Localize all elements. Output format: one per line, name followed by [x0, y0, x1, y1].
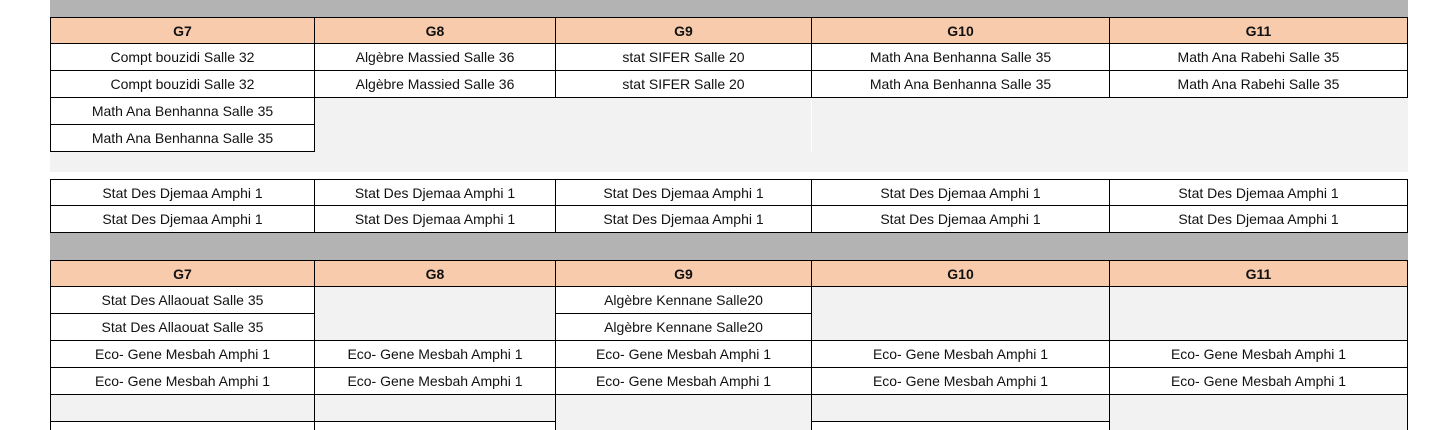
table-cell: Compt bouzidi Salle 32	[50, 71, 315, 98]
table-cell	[812, 422, 1110, 430]
table-cell: Math Ana Rabehi Salle 35	[1110, 71, 1408, 98]
table-cell: stat SIFER Salle 20	[556, 44, 812, 71]
top-separator-band	[50, 0, 1408, 17]
header-g9: G9	[556, 17, 812, 44]
table-cell: Stat Des Djemaa Amphi 1	[556, 179, 812, 206]
empty-slot	[50, 395, 315, 422]
table-cell: Eco- Gene Mesbah Amphi 1	[1110, 368, 1408, 395]
empty-slot	[1110, 287, 1408, 341]
table-cell: Eco- Gene Mesbah Amphi 1	[812, 341, 1110, 368]
table-cell: Eco- Gene Mesbah Amphi 1	[812, 368, 1110, 395]
table-cell: Eco- Gene Mesbah Amphi 1	[556, 368, 812, 395]
table-cell: Stat Des Djemaa Amphi 1	[812, 206, 1110, 233]
empty-slot	[50, 152, 812, 172]
empty-slot	[812, 395, 1110, 422]
empty-slot	[315, 395, 556, 422]
header-g8: G8	[315, 260, 556, 287]
table-cell: Stat Des Djemaa Amphi 1	[1110, 206, 1408, 233]
table-cell: Eco- Gene Mesbah Amphi 1	[50, 341, 315, 368]
table-cell: Stat Des Djemaa Amphi 1	[812, 179, 1110, 206]
header-g11: G11	[1110, 17, 1408, 44]
table-cell: Math Ana Rabehi Salle 35	[1110, 44, 1408, 71]
table-cell: Stat Des Allaouat Salle 35	[50, 287, 315, 314]
table-cell: Stat Des Djemaa Amphi 1	[1110, 179, 1408, 206]
table-cell: Stat Des Djemaa Amphi 1	[315, 206, 556, 233]
table-cell: Algèbre Massied Salle 36	[315, 44, 556, 71]
table-cell	[50, 422, 315, 430]
table-cell: Stat Des Djemaa Amphi 1	[556, 206, 812, 233]
table-cell: Compt bouzidi Salle 32	[50, 44, 315, 71]
header-g9: G9	[556, 260, 812, 287]
header-g10: G10	[812, 17, 1110, 44]
header-g10: G10	[812, 260, 1110, 287]
table-cell: Eco- Gene Mesbah Amphi 1	[315, 368, 556, 395]
header-g11: G11	[1110, 260, 1408, 287]
header-g8: G8	[315, 17, 556, 44]
table-cell: Stat Des Djemaa Amphi 1	[315, 179, 556, 206]
header-g7: G7	[50, 17, 315, 44]
table-cell: stat SIFER Salle 20	[556, 71, 812, 98]
table-cell: Eco- Gene Mesbah Amphi 1	[556, 341, 812, 368]
table-cell	[315, 422, 556, 430]
table-cell: Math Ana Benhanna Salle 35	[50, 98, 315, 125]
header-g7: G7	[50, 260, 315, 287]
table-cell: Eco- Gene Mesbah Amphi 1	[1110, 341, 1408, 368]
empty-slot	[556, 395, 812, 430]
empty-slot	[1110, 395, 1408, 430]
table-cell: Eco- Gene Mesbah Amphi 1	[315, 341, 556, 368]
table-cell: Algèbre Massied Salle 36	[315, 71, 556, 98]
table-cell: Math Ana Benhanna Salle 35	[812, 71, 1110, 98]
empty-slot	[812, 98, 1408, 172]
table-cell: Math Ana Benhanna Salle 35	[812, 44, 1110, 71]
table-cell: Eco- Gene Mesbah Amphi 1	[50, 368, 315, 395]
empty-slot	[315, 287, 556, 341]
table-cell: Algèbre Kennane Salle20	[556, 287, 812, 314]
table-cell: Algèbre Kennane Salle20	[556, 314, 812, 341]
table-cell: Math Ana Benhanna Salle 35	[50, 125, 315, 152]
table-cell: Stat Des Djemaa Amphi 1	[50, 179, 315, 206]
table-cell: Stat Des Allaouat Salle 35	[50, 314, 315, 341]
table-cell: Stat Des Djemaa Amphi 1	[50, 206, 315, 233]
middle-separator-band	[50, 233, 1408, 260]
empty-slot	[812, 287, 1110, 341]
empty-slot	[315, 98, 811, 152]
